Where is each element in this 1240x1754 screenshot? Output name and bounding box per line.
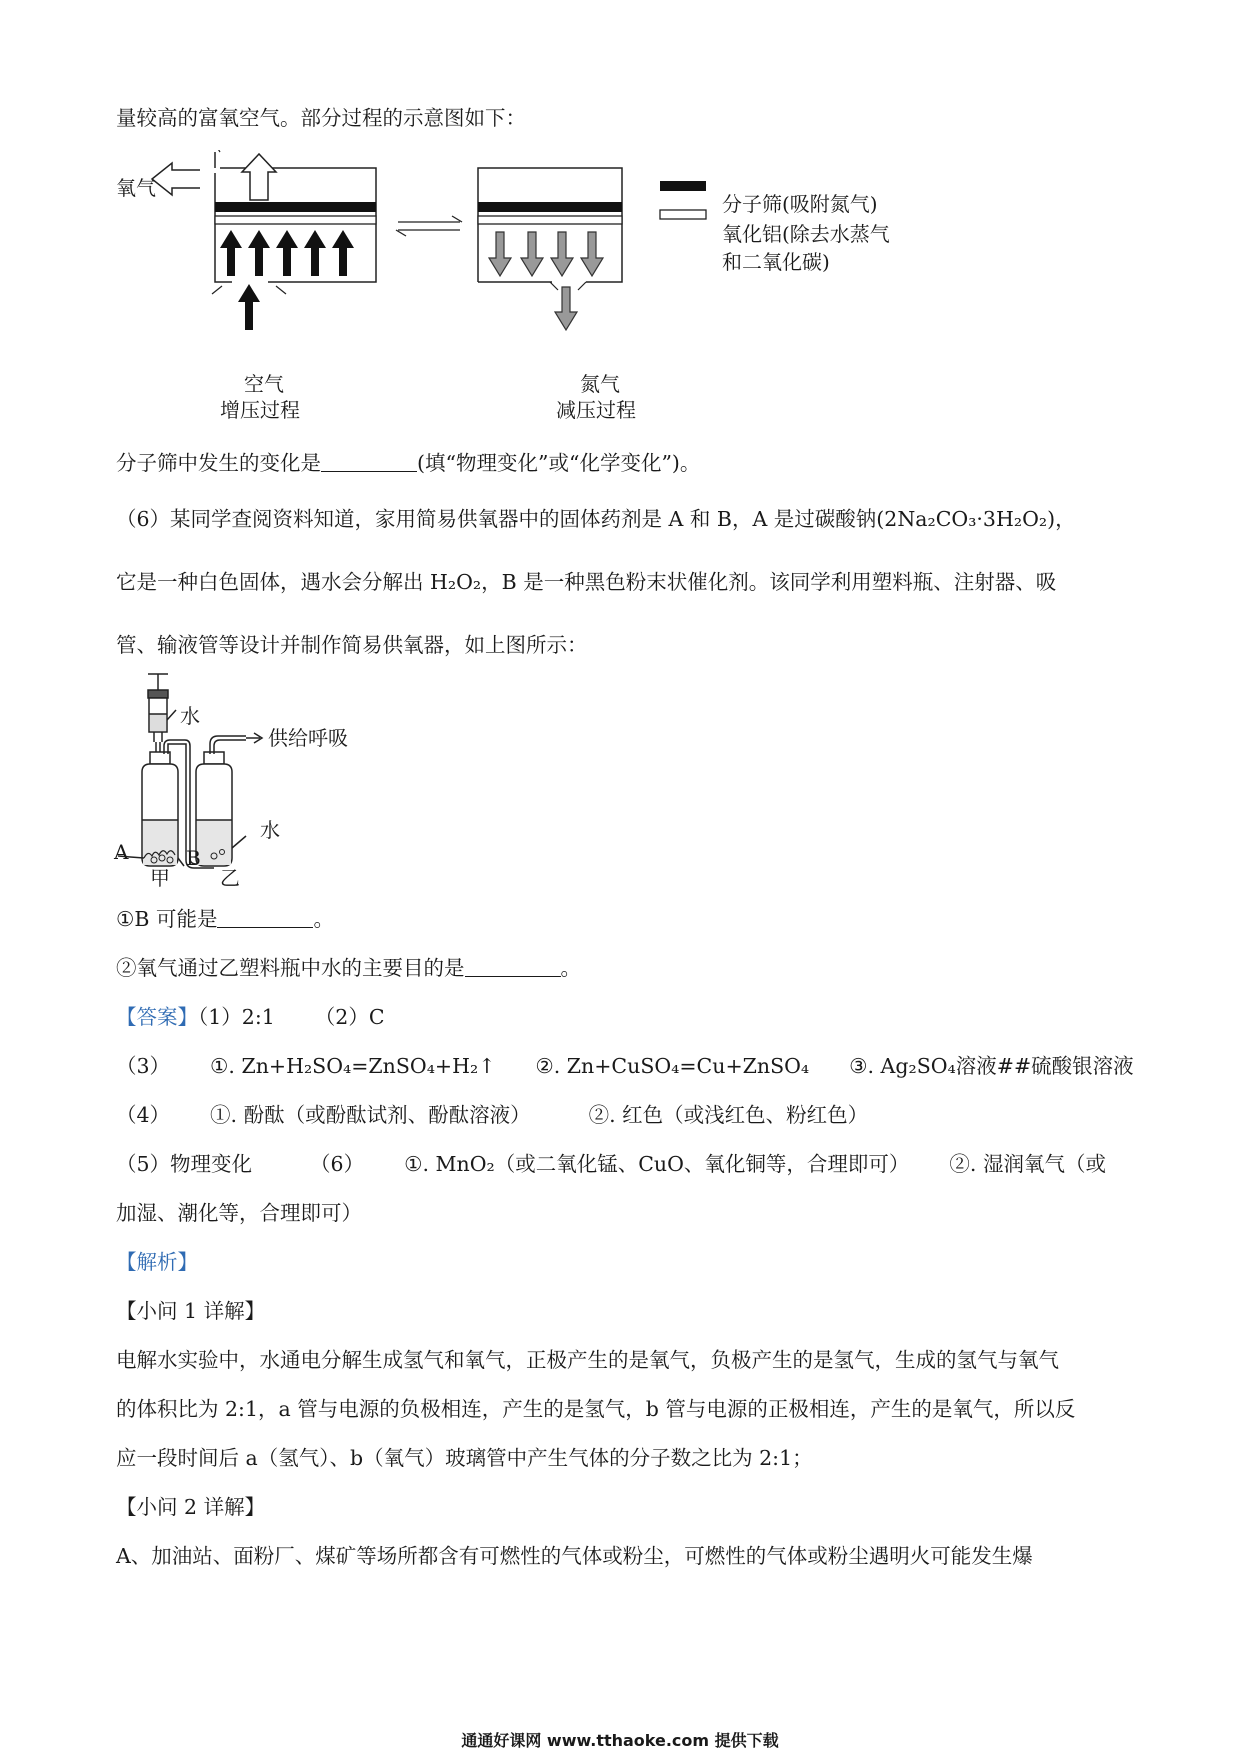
paragraph-line: A、加油站、面粉厂、煤矿等场所都含有可燃性的气体或粉尘，可燃性的气体或粉尘遇明火可能发生爆 [116, 1544, 1033, 1568]
answer-blank [321, 453, 417, 472]
sub-question-1: ①B 可能是 。 [116, 907, 334, 931]
label-bottle-water: 水 [260, 818, 280, 842]
label-syringe-water: 水 [180, 704, 200, 728]
oxygen-supplier-diagram [110, 670, 430, 890]
question-line: 分子筛中发生的变化是 (填“物理变化”或“化学变化”)。 [116, 451, 701, 475]
paragraph-line: 应一段时间后 a（氢气）、b（氧气）玻璃管中产生气体的分子数之比为 2:1； [116, 1446, 813, 1470]
answer-tag: 【答案】 [116, 1005, 198, 1029]
sub-heading-1: 【小问 1 详解】 [116, 1299, 266, 1323]
sieve-legend-swatch [660, 181, 706, 191]
alumina-legend-swatch [660, 210, 706, 219]
formula-sodium-percarbonate: 2Na₂CO₃·3H₂O₂ [884, 507, 1048, 531]
label-supply-breathing: 供给呼吸 [268, 726, 348, 750]
paragraph-line: 的体积比为 2:1，a 管与电源的负极相连，产生的是氢气，b 管与电源的正极相连，产生的是氧气，所以反 [116, 1397, 1076, 1421]
legend-alumina-line2: 和二氧化碳) [722, 250, 830, 274]
legend-alumina-line1: 氧化铝(除去水蒸气 [722, 222, 890, 246]
label-a: A [114, 840, 129, 864]
analysis-tag: 【解析】 [116, 1250, 198, 1274]
sub-heading-2: 【小问 2 详解】 [116, 1495, 266, 1519]
label-oxygen: 氧气 [116, 176, 156, 200]
answer-line: （3） ①. Zn+H₂SO₄=ZnSO₄+H₂↑ ②. Zn+CuSO₄=Cu+ZnSO₄ ③. Ag₂SO₄溶液##硫酸银溶液 [116, 1054, 1134, 1078]
label-depressurize: 减压过程 [556, 398, 636, 422]
paragraph-line: 电解水实验中，水通电分解生成氢气和氧气，正极产生的是氧气，负极产生的是氢气，生成的氢气与氧气 [116, 1348, 1059, 1372]
answer-line: 【答案】（1）2:1 （2）C [116, 1005, 385, 1029]
question-line: 它是一种白色固体，遇水会分解出 H₂O₂，B 是一种黑色粉末状催化剂。该同学利用塑料瓶、注射器、吸 [116, 570, 1057, 594]
label-bottle-jia: 甲 [150, 866, 170, 890]
answer-line: （5）物理变化 （6） ①. MnO₂（或二氧化锰、CuO、氧化铜等，合理即可） ②. 湿润氧气（或 [116, 1152, 1106, 1176]
answer-line: 加湿、潮化等，合理即可） [116, 1201, 362, 1225]
label-air: 空气 [244, 372, 284, 396]
answer-blank [217, 909, 313, 928]
legend-sieve: 分子筛(吸附氮气) [722, 192, 878, 216]
answer-blank [465, 958, 561, 977]
label-pressurize: 增压过程 [220, 398, 300, 422]
label-nitrogen: 氮气 [580, 372, 620, 396]
question-line: 管、输液管等设计并制作简易供氧器，如上图所示： [116, 633, 588, 657]
formula-h2o2: H₂O₂ [430, 570, 482, 594]
text-line: 量较高的富氧空气。部分过程的示意图如下： [116, 106, 526, 130]
question-line: （6）某同学查阅资料知道，家用简易供氧器中的固体药剂是 A 和 B，A 是过碳酸钠(2Na₂CO₃·3H₂O₂)， [116, 507, 1076, 531]
label-b: B [186, 846, 201, 870]
answer-line: （4） ①. 酚酞（或酚酞试剂、酚酞溶液） ②. 红色（或浅红色、粉红色） [116, 1103, 869, 1127]
sub-question-2: ②氧气通过乙塑料瓶中水的主要目的是 。 [116, 956, 581, 980]
page-footer: 通通好课网 www.tthaoke.com 提供下载 [461, 1731, 779, 1750]
label-bottle-yi: 乙 [220, 866, 240, 890]
